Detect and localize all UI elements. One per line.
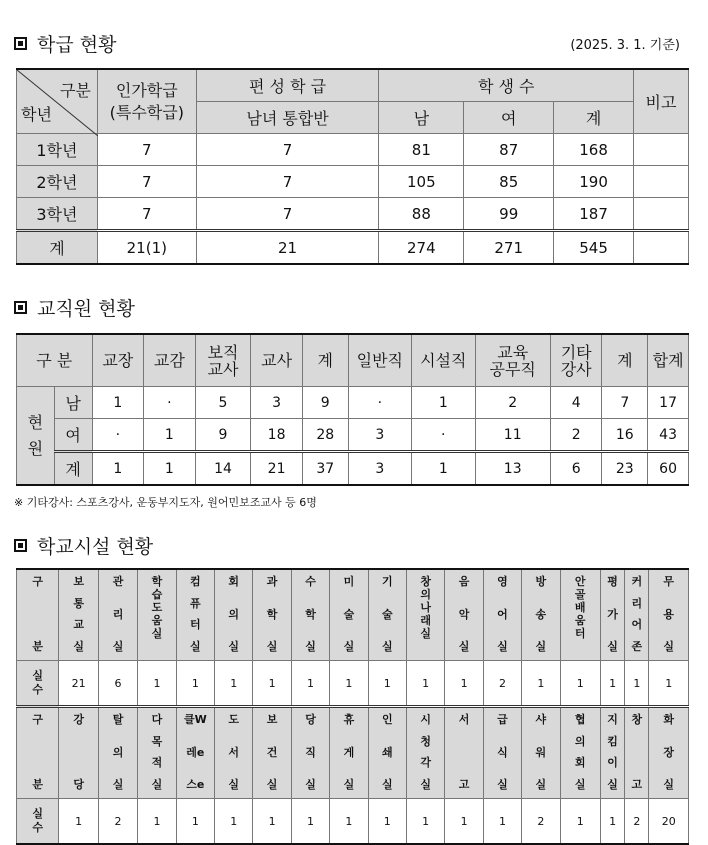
- facility-count: 1: [625, 661, 649, 707]
- cell-value: 6: [550, 452, 602, 486]
- facility-count: 1: [560, 799, 600, 845]
- facility-count: 1: [560, 661, 600, 707]
- facility-count: 1: [215, 661, 253, 707]
- facility-name: 도 서 실: [215, 707, 253, 799]
- cell-note: [634, 166, 689, 198]
- header-students: 학 생 수: [379, 69, 634, 102]
- header-principal: 교장: [92, 334, 144, 387]
- header-subtotal-2: 계: [602, 334, 648, 387]
- facility-name: 음 악 실: [445, 569, 483, 661]
- header-authorized: 인가학급 (특수학급): [97, 69, 196, 134]
- section-title-facilities: 학교시설 현황: [14, 532, 153, 559]
- facility-count: 1: [253, 661, 291, 707]
- row-label: 계: [54, 452, 92, 486]
- cell-value: 7: [602, 387, 648, 419]
- class-row: [17, 166, 689, 198]
- facility-count: 1: [253, 799, 291, 845]
- cell-value: ·: [92, 419, 144, 452]
- facility-name: 커 리 어 존: [625, 569, 649, 661]
- count-label: 실 수: [17, 661, 59, 707]
- header-note: 비고: [634, 69, 689, 134]
- facility-name: 무 용 실: [649, 569, 689, 661]
- staff-row: [17, 452, 689, 486]
- cell-value: 9: [195, 419, 251, 452]
- header-gubun: 구 분: [17, 707, 59, 799]
- cell-total: 545: [554, 231, 634, 265]
- facility-count: 1: [600, 661, 624, 707]
- cell-female: 99: [464, 198, 554, 231]
- facility-count: 20: [649, 799, 689, 845]
- cell-value: ·: [144, 387, 196, 419]
- header-subtotal-1: 계: [302, 334, 348, 387]
- cell-auth: 7: [97, 134, 196, 166]
- cell-female: 271: [464, 231, 554, 265]
- facility-count: 2: [522, 799, 560, 845]
- facility-count: 1: [406, 799, 444, 845]
- facility-name: 서 고: [445, 707, 483, 799]
- cell-value: ·: [412, 419, 475, 452]
- cell-grade: 1학년: [17, 134, 98, 166]
- facility-count: 2: [625, 799, 649, 845]
- facility-name: 휴 게 실: [330, 707, 368, 799]
- square-bullet-icon: [14, 539, 27, 552]
- facility-name: 평 가 실: [600, 569, 624, 661]
- facility-count: 2: [98, 799, 137, 845]
- header-gubun-grade: 구분 학년: [17, 69, 98, 134]
- facility-name: 급 식 실: [483, 707, 521, 799]
- class-status-table: [16, 68, 689, 265]
- cell-formed: 7: [196, 134, 379, 166]
- facility-name: 창 의 나 래 실: [406, 569, 444, 661]
- cell-value: 1: [92, 452, 144, 486]
- cell-grade: 3학년: [17, 198, 98, 231]
- facility-count: 1: [138, 799, 176, 845]
- row-label: 남: [54, 387, 92, 419]
- facility-count: 21: [59, 661, 98, 707]
- cell-value: 37: [302, 452, 348, 486]
- facility-count: 1: [330, 661, 368, 707]
- facility-name: 인 쇄 실: [368, 707, 406, 799]
- cell-auth: 7: [97, 198, 196, 231]
- cell-value: 28: [302, 419, 348, 452]
- cell-formed: 21: [196, 231, 379, 265]
- cell-value: 9: [302, 387, 348, 419]
- row-label: 여: [54, 419, 92, 452]
- facility-count: 1: [522, 661, 560, 707]
- facility-header-row: [17, 569, 689, 661]
- facility-name: 컴 퓨 터 실: [176, 569, 214, 661]
- square-bullet-icon: [14, 37, 27, 50]
- facility-count: 1: [330, 799, 368, 845]
- facility-name: 과 학 실: [253, 569, 291, 661]
- cell-value: 4: [550, 387, 602, 419]
- cell-value: 16: [602, 419, 648, 452]
- header-general: 일반직: [348, 334, 411, 387]
- facility-count: 2: [483, 661, 521, 707]
- staff-row: [17, 419, 689, 452]
- header-head-teacher: 보직 교사: [195, 334, 251, 387]
- cell-auth: 7: [97, 166, 196, 198]
- square-bullet-icon: [14, 301, 27, 314]
- class-row: [17, 198, 689, 231]
- class-row: [17, 134, 689, 166]
- facility-name: 다 목 적 실: [138, 707, 176, 799]
- header-total: 계: [554, 102, 634, 134]
- facility-name: 회 의 실: [215, 569, 253, 661]
- header-gubun: 구 분: [17, 334, 93, 387]
- cell-total: 190: [554, 166, 634, 198]
- cell-male: 274: [379, 231, 464, 265]
- class-row: [17, 231, 689, 265]
- cell-male: 88: [379, 198, 464, 231]
- facility-name: 수 학 실: [291, 569, 329, 661]
- facility-name: 방 송 실: [522, 569, 560, 661]
- cell-value: 23: [602, 452, 648, 486]
- header-formed: 편 성 학 급: [196, 69, 379, 102]
- facility-name: 보 통 교 실: [59, 569, 98, 661]
- cell-value: 1: [144, 419, 196, 452]
- side-label-current-staff: 현 원: [17, 387, 55, 486]
- facility-name: 기 술 실: [368, 569, 406, 661]
- facility-count: 6: [98, 661, 137, 707]
- facility-name: 탈 의 실: [98, 707, 137, 799]
- cell-value: 1: [412, 387, 475, 419]
- staff-row: [17, 387, 689, 419]
- facility-name: 시 청 각 실: [406, 707, 444, 799]
- header-edu-staff: 교육 공무직: [475, 334, 550, 387]
- cell-value: 2: [550, 419, 602, 452]
- facility-count: 1: [176, 799, 214, 845]
- facility-count: 1: [291, 661, 329, 707]
- facility-count: 1: [445, 661, 483, 707]
- facility-count: 1: [445, 799, 483, 845]
- staff-footnote: ※ 기타강사: 스포츠강사, 운동부지도자, 원어민보조교사 등 6명: [14, 496, 317, 509]
- facility-name: 보 건 실: [253, 707, 291, 799]
- header-male: 남: [379, 102, 464, 134]
- cell-grade: 계: [17, 231, 98, 265]
- cell-value: 3: [251, 387, 303, 419]
- header-grand-total: 합계: [648, 334, 689, 387]
- facility-count: 1: [176, 661, 214, 707]
- cell-value: 2: [475, 387, 550, 419]
- facility-name: 화 장 실: [649, 707, 689, 799]
- header-mixed: 남녀 통합반: [196, 102, 379, 134]
- facility-status-table: [16, 568, 689, 845]
- cell-value: 18: [251, 419, 303, 452]
- cell-female: 87: [464, 134, 554, 166]
- header-facility: 시설직: [412, 334, 475, 387]
- header-female: 여: [464, 102, 554, 134]
- cell-value: 1: [412, 452, 475, 486]
- facility-name: 강 당: [59, 707, 98, 799]
- as-of-date: (2025. 3. 1. 기준): [570, 38, 680, 53]
- cell-value: 11: [475, 419, 550, 452]
- cell-grade: 2학년: [17, 166, 98, 198]
- facility-name: 창 고: [625, 707, 649, 799]
- cell-note: [634, 231, 689, 265]
- cell-value: 5: [195, 387, 251, 419]
- header-vice-principal: 교감: [144, 334, 196, 387]
- cell-formed: 7: [196, 166, 379, 198]
- facility-name: 당 직 실: [291, 707, 329, 799]
- facility-name: 영 어 실: [483, 569, 521, 661]
- facility-count: 1: [368, 661, 406, 707]
- cell-total: 168: [554, 134, 634, 166]
- cell-auth: 21(1): [97, 231, 196, 265]
- header-gubun: 구 분: [17, 569, 59, 661]
- facility-count-row: [17, 799, 689, 845]
- facility-count: 1: [406, 661, 444, 707]
- cell-value: 17: [648, 387, 689, 419]
- facility-name: 샤 워 실: [522, 707, 560, 799]
- cell-note: [634, 134, 689, 166]
- facility-count: 1: [215, 799, 253, 845]
- cell-value: 1: [144, 452, 196, 486]
- facility-count: 1: [291, 799, 329, 845]
- staff-status-table: [16, 333, 689, 486]
- cell-value: 3: [348, 452, 411, 486]
- facility-count: 1: [649, 661, 689, 707]
- cell-value: 14: [195, 452, 251, 486]
- facility-name: 클W 레e 스e: [176, 707, 214, 799]
- facility-name: 지 킴 이 실: [600, 707, 624, 799]
- section-title-classes: 학급 현황: [14, 30, 116, 57]
- cell-value: 43: [648, 419, 689, 452]
- facility-count: 1: [59, 799, 98, 845]
- facility-name: 협 의 회 실: [560, 707, 600, 799]
- cell-value: 21: [251, 452, 303, 486]
- cell-value: ·: [348, 387, 411, 419]
- facility-count: 1: [368, 799, 406, 845]
- cell-value: 60: [648, 452, 689, 486]
- header-other-instructor: 기타 강사: [550, 334, 602, 387]
- facility-name: 관 리 실: [98, 569, 137, 661]
- section-title-staff: 교직원 현황: [14, 294, 135, 321]
- cell-value: 1: [92, 387, 144, 419]
- cell-male: 105: [379, 166, 464, 198]
- header-teacher: 교사: [251, 334, 303, 387]
- facility-count: 1: [483, 799, 521, 845]
- count-label: 실 수: [17, 799, 59, 845]
- facility-name: 학 습 도 움 실: [138, 569, 176, 661]
- facility-name: 안 골 배 움 터: [560, 569, 600, 661]
- cell-value: 13: [475, 452, 550, 486]
- cell-total: 187: [554, 198, 634, 231]
- facility-header-row: [17, 707, 689, 799]
- facility-name: 미 술 실: [330, 569, 368, 661]
- cell-note: [634, 198, 689, 231]
- cell-formed: 7: [196, 198, 379, 231]
- cell-male: 81: [379, 134, 464, 166]
- cell-value: 3: [348, 419, 411, 452]
- facility-count: 1: [600, 799, 624, 845]
- facility-count-row: [17, 661, 689, 707]
- cell-female: 85: [464, 166, 554, 198]
- facility-count: 1: [138, 661, 176, 707]
